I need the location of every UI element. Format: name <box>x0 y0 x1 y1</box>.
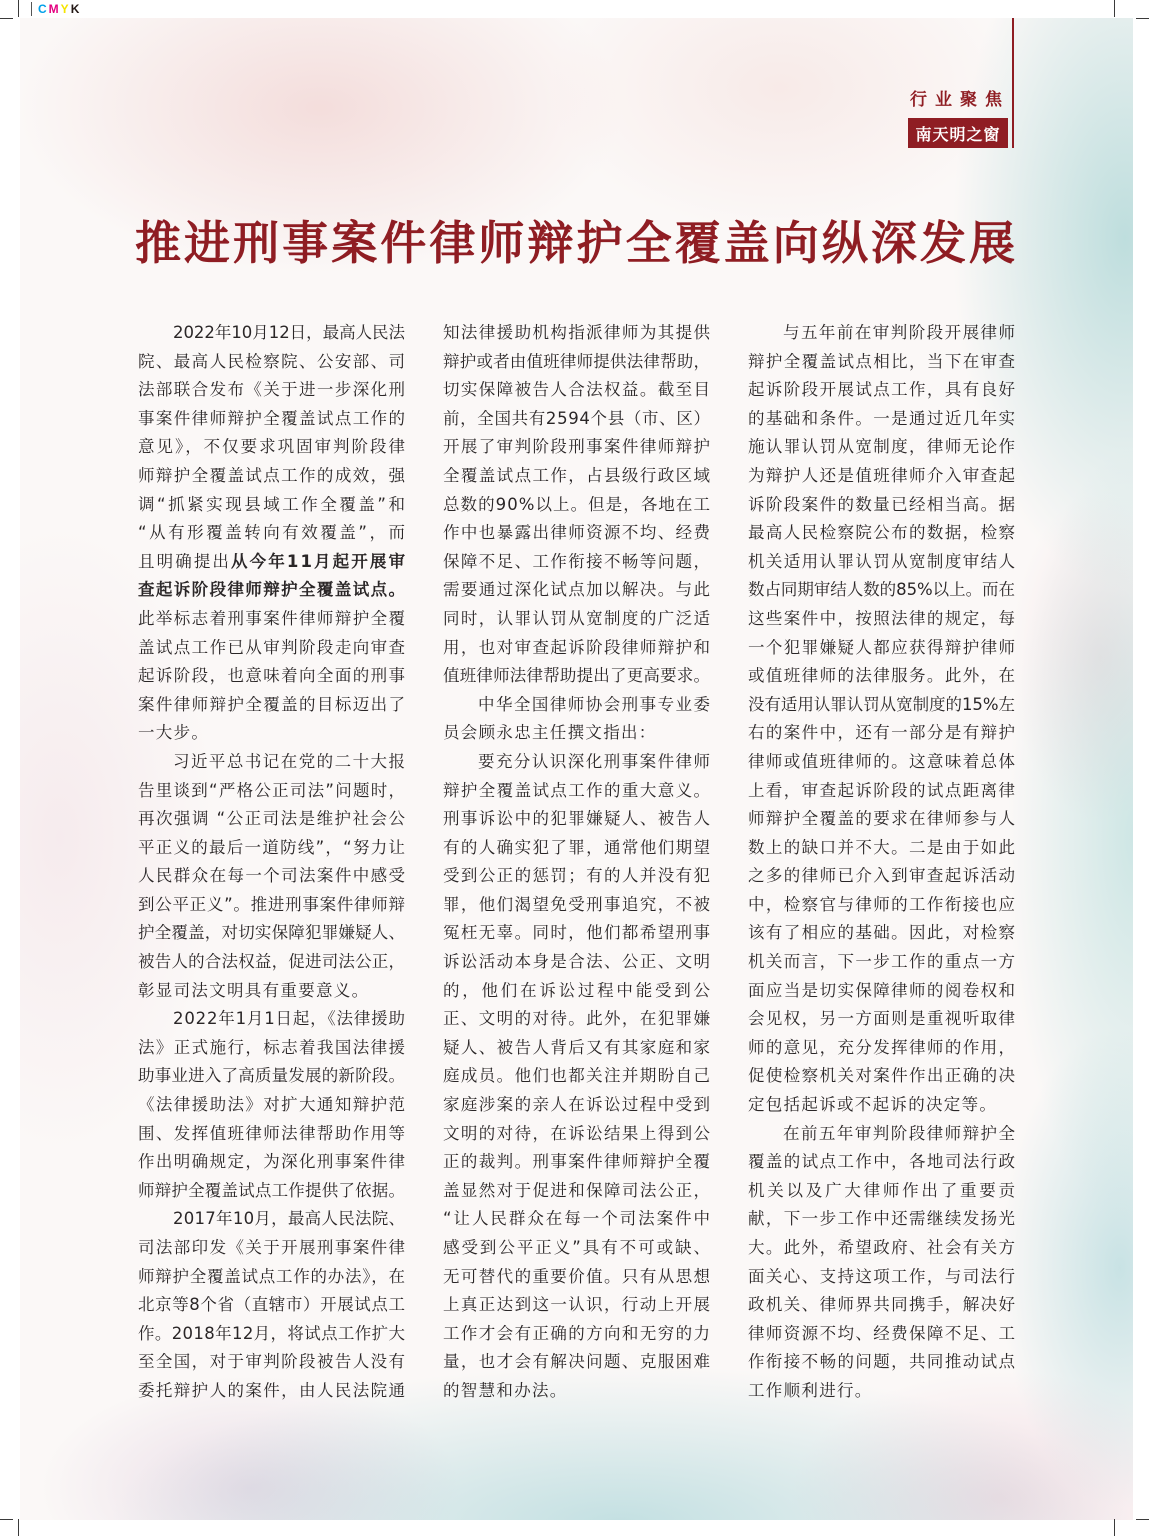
text-line <box>138 1148 405 1177</box>
text-line-content: 在前五年审判阶段律师辩护全 <box>783 1123 1017 1143</box>
text-line-content: 会见权，另一方面则是重视听取律 <box>748 1009 1017 1029</box>
text-line <box>443 805 710 834</box>
text-line-content: 一个犯罪嫌疑人都应获得辩护律师 <box>748 637 1017 657</box>
paragraph <box>443 319 710 691</box>
text-line <box>138 376 405 405</box>
text-line <box>443 1234 710 1263</box>
text-line-content: 律师或值班律师的。这意味着总体 <box>748 751 1017 771</box>
article-column-3 <box>748 319 1018 1406</box>
text-line <box>138 1234 405 1263</box>
text-line <box>443 1120 710 1149</box>
text-line <box>748 948 1015 977</box>
text-line-content: 右的案件中，还有一部分是有辩护 <box>748 723 1017 743</box>
text-line <box>748 748 1015 777</box>
text-line-content: 政机关、律师界共同携手，解决好 <box>748 1295 1017 1315</box>
text-line <box>748 491 1015 520</box>
text-line <box>138 748 405 777</box>
text-line <box>443 919 710 948</box>
cmyk-registration-mark <box>31 1 81 17</box>
text-line <box>443 605 710 634</box>
text-line-content: “让人民群众在每一个司法案件中 <box>443 1209 712 1229</box>
text-line-content: 数上的缺口并不大。二是由于如此 <box>748 837 1017 857</box>
text-line <box>138 1091 405 1120</box>
text-line <box>748 1377 1015 1406</box>
text-line <box>443 519 710 548</box>
text-line-content: 2022年10月12日，最高人民法 <box>173 323 405 342</box>
text-line <box>138 834 405 863</box>
text-line-content: 师辩护全覆盖试点工作的办法》，在 <box>138 1266 406 1286</box>
text-line <box>138 491 408 520</box>
text-line <box>138 891 405 920</box>
text-line-content: 与五年前在审判阶段开展律师 <box>783 323 1017 342</box>
text-line-content: 到公平正义”。推进刑事案件律师辩 <box>138 894 406 914</box>
text-line-content: 辩护或者由值班律师提供法律帮助， <box>443 351 711 371</box>
text-line-content: 总数的90%以上。但是，各地在工 <box>443 494 712 514</box>
registration-letter-yellow: Y <box>60 2 71 16</box>
text-line <box>138 462 405 491</box>
text-line <box>443 691 710 720</box>
text-line <box>443 777 710 806</box>
text-line-content: 的，他们在诉讼过程中能受到公 <box>443 980 713 1000</box>
text-line <box>138 1177 405 1206</box>
text-line-content: 律师资源不均、经费保障不足、工 <box>748 1323 1017 1343</box>
text-line <box>748 1205 1015 1234</box>
text-line-content: 需要通过深化试点加以解决。与此 <box>443 580 712 600</box>
text-line <box>443 405 710 434</box>
paragraph <box>138 1005 405 1205</box>
text-line <box>138 662 405 691</box>
text-line-content: 至全国，对于审判阶段被告人没有 <box>138 1352 407 1372</box>
text-line-content: 辩护全覆盖试点工作的重大意义。 <box>443 780 712 800</box>
text-line-content: 上看，审查起诉阶段的试点距离律 <box>748 780 1017 800</box>
registration-letter-cyan: C <box>38 2 49 16</box>
text-line-content: 盖试点工作已从审判阶段走向审查 <box>138 637 407 657</box>
crop-mark <box>1114 0 1115 17</box>
text-line <box>748 519 1015 548</box>
text-line-content: 师辩护全覆盖试点工作提供了依据。 <box>138 1180 406 1200</box>
text-line <box>443 548 710 577</box>
crop-mark <box>0 18 13 19</box>
text-line-content: 调“抓紧实现县域工作全覆盖”和 <box>138 494 408 514</box>
text-line <box>748 405 1015 434</box>
text-line-content: 大。此外，希望政府、社会有关方 <box>748 1238 1017 1257</box>
text-line <box>138 605 405 634</box>
text-line <box>748 1320 1015 1349</box>
text-line <box>443 1348 710 1377</box>
text-line-content: 覆盖的试点工作中，各地司法行政 <box>748 1152 1017 1172</box>
paragraph <box>748 319 1015 1120</box>
text-line <box>138 1120 405 1149</box>
text-line-content: 有的人确实犯了罪，通常他们期望 <box>443 837 712 857</box>
text-line-content: 面应当是切实保障律师的阅卷权和 <box>748 980 1017 1000</box>
text-line <box>138 405 405 434</box>
paragraph <box>748 1120 1018 1406</box>
text-line-content: 施认罪认罚从宽制度，律师无论作 <box>748 437 1017 457</box>
text-line-content: 上真正达到这一认识，行动上开展 <box>443 1295 712 1315</box>
text-line-content: 围、发挥值班律师法律帮助作用等 <box>138 1123 407 1143</box>
text-line <box>138 348 405 377</box>
text-line-content: 彰显司法文明具有重要意义。 <box>138 980 370 1000</box>
text-line-content: 告里谈到“严格公正司法”问题时， <box>138 780 407 800</box>
text-line <box>748 1034 1015 1063</box>
text-line <box>748 1120 1015 1149</box>
text-line-content: 意见》，不仅要求巩固审判阶段律 <box>138 437 407 457</box>
text-line-content: 被告人的合法权益，促进司法公正， <box>138 952 406 972</box>
text-line <box>748 891 1015 920</box>
text-line-content: 院、最高人民检察院、公安部、司 <box>138 351 407 371</box>
registration-letter-black: K <box>70 2 82 16</box>
text-line-content: 2017年10月，最高人民法院、 <box>173 1209 406 1229</box>
text-line-content: 感受到公平正义”具有不可或缺、 <box>443 1238 712 1257</box>
text-line <box>138 433 405 462</box>
text-line <box>138 719 405 748</box>
text-line-content: 定包括起诉或不起诉的决定等。 <box>748 1095 998 1115</box>
text-line <box>138 519 408 548</box>
text-line-content: 一大步。 <box>138 723 210 743</box>
text-line-content: 此举标志着刑事案件律师辩护全覆 <box>138 608 407 628</box>
text-line-content: 为辩护人还是值班律师介入审查起 <box>748 465 1017 485</box>
text-line-content: 无可替代的重要价值。只有从思想 <box>443 1266 712 1286</box>
text-line-content: 护全覆盖，对切实保障犯罪嫌疑人、 <box>138 923 406 943</box>
text-line <box>443 319 710 348</box>
text-line-content: 前，全国共有2594个县（市、区） <box>443 408 711 428</box>
text-line <box>748 919 1015 948</box>
text-line <box>138 1062 405 1091</box>
article-column-2 <box>443 319 713 1406</box>
crop-mark <box>0 1519 13 1520</box>
text-line-content: 该有了相应的基础。因此，对检察 <box>748 923 1017 943</box>
text-line-content: 切实保障被告人合法权益。截至目 <box>443 380 712 400</box>
text-line-content: 刑事诉讼中的犯罪嫌疑人、被告人 <box>443 809 712 829</box>
text-line <box>443 1062 710 1091</box>
text-line-content: 促使检察机关对案件作出正确的决 <box>748 1066 1017 1086</box>
text-line <box>138 948 405 977</box>
text-line-content: 事案件律师辩护全覆盖试点工作的 <box>138 408 407 428</box>
text-line <box>443 1091 710 1120</box>
emphasis-text: 查起诉阶段律师辩护全覆盖试点。 <box>138 580 407 600</box>
text-line <box>443 1377 710 1406</box>
text-line-content: 用，也对审查起诉阶段律师辩护和 <box>443 637 712 657</box>
text-line <box>443 719 710 748</box>
text-line <box>748 805 1015 834</box>
text-line <box>748 662 1015 691</box>
article-title <box>135 215 1019 271</box>
text-line <box>748 433 1015 462</box>
text-line <box>443 891 710 920</box>
text-line <box>748 348 1015 377</box>
text-line-content: 中，检察官与律师的工作衔接也应 <box>748 894 1017 914</box>
text-line-content: 委托辩护人的案件，由人民法院通 <box>138 1380 407 1400</box>
text-line <box>748 862 1015 891</box>
text-line-content: 值班律师法律帮助提出了更高要求。 <box>443 666 711 686</box>
text-line <box>748 1234 1015 1263</box>
text-line-content: 起诉阶段开展试点工作，具有良好 <box>748 380 1017 400</box>
text-line-content: 机关而言，下一步工作的重点一方 <box>748 952 1017 972</box>
text-line-content: 罪，他们渴望免受刑事追究，不被 <box>443 894 712 914</box>
text-line-content: 受到公正的惩罚；有的人并没有犯 <box>443 866 712 886</box>
text-line <box>138 862 405 891</box>
text-line-content: 要充分认识深化刑事案件律师 <box>478 751 712 771</box>
text-line <box>748 548 1015 577</box>
text-line <box>443 348 710 377</box>
crop-mark <box>1114 1519 1115 1536</box>
text-line <box>443 1034 710 1063</box>
text-line <box>748 1148 1015 1177</box>
text-line <box>138 1348 405 1377</box>
text-line-content: 同时，认罪认罚从宽制度的广泛适 <box>443 608 712 628</box>
text-line-content: 《法律援助法》对扩大通知辩护范 <box>138 1095 407 1115</box>
emphasis-text: 从今年11月起开展审 <box>231 551 408 571</box>
text-line <box>748 376 1015 405</box>
registration-letter-magenta: M <box>48 2 61 16</box>
text-line <box>443 1177 710 1206</box>
text-line-content: 人民群众在每一个司法案件中感受 <box>138 866 407 886</box>
text-line-content: 正的裁判。刑事案件律师辩护全覆 <box>443 1152 712 1172</box>
text-line <box>443 433 710 462</box>
text-line <box>443 462 710 491</box>
crop-mark <box>1136 1519 1149 1520</box>
text-line <box>443 634 710 663</box>
text-line-content <box>138 580 406 599</box>
text-line <box>138 777 405 806</box>
text-line-content: 员会顾永忠主任撰文指出： <box>443 723 657 743</box>
text-line-content: 机关适用认罪认罚从宽制度审结人 <box>748 551 1017 571</box>
text-line <box>138 576 405 605</box>
text-line <box>138 1377 405 1406</box>
text-line-content: 面关心、支持这项工作，与司法行 <box>748 1266 1017 1286</box>
text-line <box>138 319 405 348</box>
text-line-content: 作中也暴露出律师资源不均、经费 <box>443 523 712 543</box>
text-line <box>443 576 710 605</box>
text-line-content: 文明的对待，在诉讼结果上得到公 <box>443 1123 712 1143</box>
text-line <box>443 1291 710 1320</box>
text-line-content <box>138 552 407 571</box>
text-line <box>748 1291 1015 1320</box>
text-line <box>443 662 710 691</box>
text-line <box>748 977 1015 1006</box>
text-line <box>138 919 405 948</box>
text-line-content: 作衔接不畅的问题，共同推动试点 <box>748 1352 1017 1372</box>
text-line-content: 师的意见，充分发挥律师的作用， <box>748 1037 1017 1057</box>
text-line-content: “从有形覆盖转向有效覆盖”，而 <box>138 523 408 543</box>
text-line <box>748 691 1015 720</box>
text-line-content: 全覆盖试点工作，占县级行政区域 <box>443 465 712 485</box>
text-line-content: 机关以及广大律师作出了重要贡 <box>748 1180 1018 1200</box>
text-line-content: 正、文明的对待。此外，在犯罪嫌 <box>443 1009 712 1029</box>
paragraph <box>443 748 713 1406</box>
text-line-content: 最高人民检察院公布的数据，检察 <box>748 523 1017 543</box>
text-line <box>748 777 1015 806</box>
crop-mark <box>18 0 19 17</box>
text-line <box>138 634 405 663</box>
paragraph <box>138 748 405 1005</box>
text-line-content: 师辩护全覆盖的要求在律师参与人 <box>748 809 1017 829</box>
text-line-content: 法部联合发布《关于进一步深化刑 <box>138 380 407 400</box>
text-line-content: 保障不足、工作衔接不畅等问题， <box>443 551 712 571</box>
text-line-content: 平正义的最后一道防线”，“努力让 <box>138 837 407 857</box>
article-column-1 <box>138 319 408 1406</box>
text-line <box>138 1291 405 1320</box>
text-line <box>443 1263 710 1292</box>
text-line-content: 的基础和条件。一是通过近几年实 <box>748 408 1017 428</box>
text-line-content: 中华全国律师协会刑事专业委 <box>478 694 712 714</box>
text-line <box>443 862 710 891</box>
text-line <box>138 805 405 834</box>
text-line-content: 盖显然对于促进和保障司法公正， <box>443 1180 712 1200</box>
text-line-content: 没有适用认罪认罚从宽制度的15%左 <box>748 694 1015 714</box>
text-line-content: 助事业进入了高质量发展的新阶段。 <box>138 1066 406 1086</box>
text-line-content: 法》正式施行，标志着我国法律援 <box>138 1037 407 1057</box>
text-line <box>443 491 710 520</box>
text-line <box>443 748 710 777</box>
column-name-text: 南天明之窗 <box>915 124 1001 144</box>
crop-mark <box>1136 18 1149 19</box>
text-line <box>443 977 713 1006</box>
text-line <box>748 1177 1018 1206</box>
text-line <box>443 1005 710 1034</box>
text-line-content: 疑人、被告人背后又有其家庭和家 <box>443 1037 712 1057</box>
text-line-content: 起诉阶段，也意味着向全面的刑事 <box>138 666 407 686</box>
text-line <box>748 319 1015 348</box>
text-line <box>138 548 408 577</box>
paragraph <box>138 1205 405 1405</box>
text-line-content: 再次强调 “公正司法是维护社会公 <box>138 809 407 829</box>
text-line <box>443 834 710 863</box>
text-line <box>748 605 1015 634</box>
text-line-content: 诉阶段案件的数量已经相当高。据 <box>748 494 1017 514</box>
text-line-content: 冤枉无辜。同时，他们都希望刑事 <box>443 923 712 943</box>
article-title-text: 推进刑事案件律师辩护全覆盖向纵深发展 <box>135 216 1019 270</box>
text-line-content: 诉讼活动本身是合法、公正、文明 <box>443 952 712 972</box>
text-line <box>138 691 405 720</box>
text-line-content: 或值班律师的法律服务。此外，在 <box>748 666 1017 686</box>
text-line <box>748 462 1015 491</box>
text-line-content: 这些案件中，按照法律的规定，每 <box>748 608 1017 628</box>
paragraph <box>138 319 408 748</box>
text-line <box>138 1005 405 1034</box>
text-line <box>748 1005 1015 1034</box>
column-name-badge <box>908 118 1008 148</box>
text-line-content: 习近平总书记在党的二十大报 <box>173 751 407 771</box>
text-line-content: 家庭涉案的亲人在诉讼过程中受到 <box>443 1095 712 1115</box>
text-line <box>748 576 1015 605</box>
text-line <box>748 1348 1015 1377</box>
text-line <box>443 948 710 977</box>
crop-mark <box>18 1519 19 1536</box>
text-line-content: 辩护全覆盖试点相比，当下在审查 <box>748 351 1017 371</box>
text-line-content: 案件律师辩护全覆盖的目标迈出了 <box>138 694 407 714</box>
text-line <box>748 1263 1015 1292</box>
text-line-content: 开展了审判阶段刑事案件律师辩护 <box>443 437 712 457</box>
text-line <box>748 1062 1015 1091</box>
text-line-content: 之多的律师已介入到审查起诉活动 <box>748 866 1017 886</box>
text-line-content: 工作才会有正确的方向和无穷的力 <box>443 1323 712 1343</box>
text-line-content: 数占同期审结人数的85%以上。而在 <box>748 580 1015 600</box>
text-line-content: 量，也才会有解决问题、克服困难 <box>443 1352 712 1372</box>
text-line-content: 知法律援助机构指派律师为其提供 <box>443 323 712 342</box>
text-line-content: 的智慧和办法。 <box>443 1380 568 1400</box>
text-line <box>443 1320 710 1349</box>
text-line <box>138 1034 405 1063</box>
text-line <box>748 1091 1015 1120</box>
text-line-content: 工作顺利进行。 <box>748 1380 873 1400</box>
text-line <box>138 1205 405 1234</box>
text-line-content: 作出明确规定，为深化刑事案件律 <box>138 1152 407 1172</box>
text-line-content: 庭成员。他们也都关注并期盼自己 <box>443 1066 712 1086</box>
section-label: 行业聚焦 <box>910 90 1010 110</box>
text-run: 且明确提出 <box>138 551 232 571</box>
text-line <box>748 634 1015 663</box>
text-line <box>138 977 405 1006</box>
text-line-content: 北京等8个省（直辖市）开展试点工 <box>138 1295 406 1315</box>
text-line <box>443 376 710 405</box>
registration-bar <box>31 2 32 16</box>
header-vertical-rule <box>1012 18 1014 148</box>
paragraph <box>443 691 710 748</box>
text-line-content: 2022年1月1日起，《法律援助 <box>173 1009 406 1029</box>
text-line <box>138 1263 405 1292</box>
text-line-content: 献，下一步工作中还需继续发扬光 <box>748 1209 1017 1229</box>
text-line <box>443 1205 710 1234</box>
text-line <box>748 834 1015 863</box>
text-line <box>443 1148 710 1177</box>
text-line-content: 作。2018年12月，将试点工作扩大 <box>138 1323 406 1343</box>
text-line-content: 师辩护全覆盖试点工作的成效，强 <box>138 465 407 485</box>
text-line-content: 司法部印发《关于开展刑事案件律 <box>138 1238 407 1257</box>
text-line <box>138 1320 405 1349</box>
text-line <box>748 719 1015 748</box>
